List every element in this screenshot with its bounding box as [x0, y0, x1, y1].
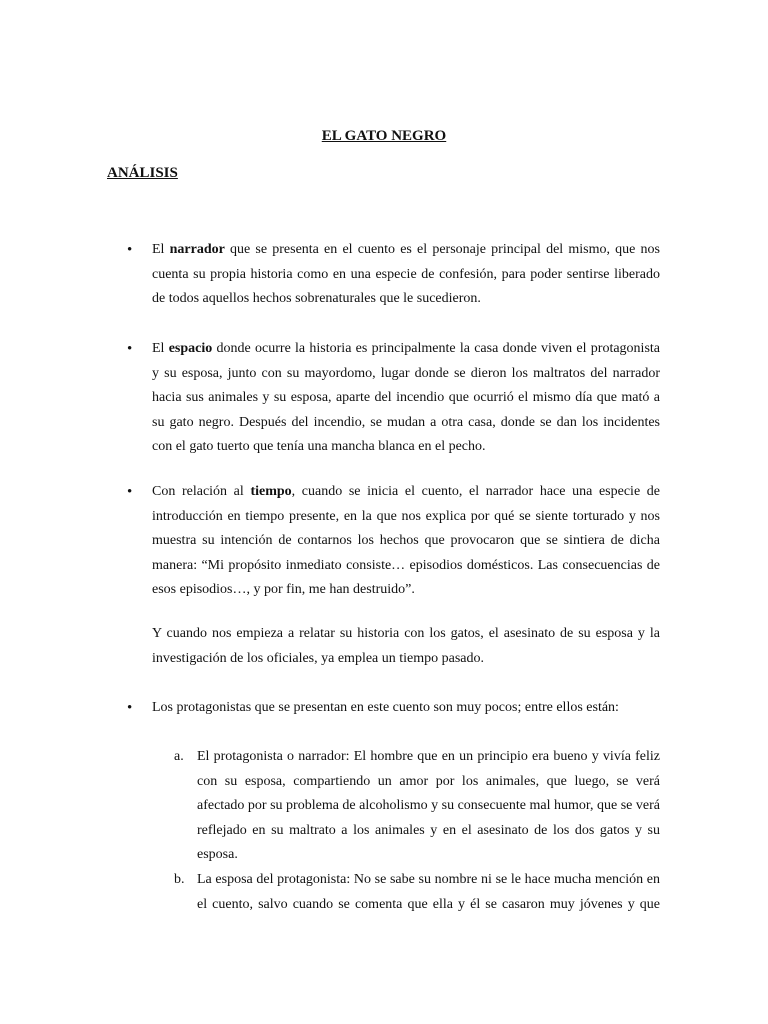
- paragraph-tiempo: [152, 480, 660, 603]
- section-heading: ANÁLISIS: [107, 165, 178, 181]
- paragraph-narrador: [152, 238, 660, 312]
- bullet-marker: •: [127, 700, 133, 716]
- paragraph-protagonistas: Los protagonistas que se presentan en este cuento son muy pocos; entre ellos están:: [152, 700, 619, 715]
- paragraph-espacio: [152, 337, 660, 460]
- paragraph-text: El: [152, 341, 169, 356]
- paragraph-text: Con relación al: [152, 484, 251, 499]
- document-title: EL GATO NEGRO: [321, 128, 447, 144]
- list-item: El protagonista o narrador: El hombre que en un principio era bueno y vivía feliz con su esposa, compartiendo un amor por los animales, que luego, se verá afectado por su problema de alcoholismo y su consecuente mal humor, que se verá reflejado en su maltrato a los animales y en el asesinato de los dos gatos y su esposa.: [197, 749, 660, 862]
- bold-term: espacio: [168, 341, 213, 356]
- bold-term: narrador: [169, 242, 225, 257]
- paragraph-text: que se presenta en el cuento es el personaje principal del mismo, que nos cuenta su propia historia como en una especie de confesión, para poder sentirse liberado de todos aquellos hechos sobrenaturales que le sucedieron.: [152, 242, 660, 306]
- bullet-marker: •: [127, 242, 133, 258]
- list-marker: a.: [174, 749, 184, 764]
- paragraph-tiempo-continuation: Y cuando nos empieza a relatar su historia con los gatos, el asesinato de su esposa y la investigación de los oficiales, ya emplea un tiempo pasado.: [152, 626, 660, 666]
- paragraph-text: , cuando se inicia el cuento, el narrador hace una especie de introducción en tiempo presente, en la que nos explica por qué se siente torturado y nos muestra su intención de contarnos los hechos que provocaron que se sintiera de dicha manera: “Mi propósito inmediato consiste… episodios domésticos. Las consecuencias de esos episodios…, y por fin, me han destruido”.: [152, 484, 661, 597]
- bullet-marker: •: [127, 341, 133, 357]
- bold-term: tiempo: [250, 484, 292, 499]
- list-item: La esposa del protagonista: No se sabe su nombre ni se le hace mucha mención en el cuento, salvo cuando se comenta que ella y él se casaron muy jóvenes y que: [197, 872, 660, 912]
- paragraph-text: El: [152, 242, 170, 257]
- bullet-marker: •: [127, 484, 133, 500]
- list-marker: b.: [174, 872, 185, 887]
- paragraph-text: donde ocurre la historia es principalmente la casa donde viven el protagonista y su esposa, junto con su mayordomo, lugar donde se dieron los maltratos del narrador hacia sus animales y su esposa, aparte del incendio que ocurrió el mismo día que mató a su gato negro. Después del incendio, se mudan a otra casa, donde se dan los incidentes con el gato tuerto que tenía una mancha blanca en el pecho.: [152, 341, 660, 454]
